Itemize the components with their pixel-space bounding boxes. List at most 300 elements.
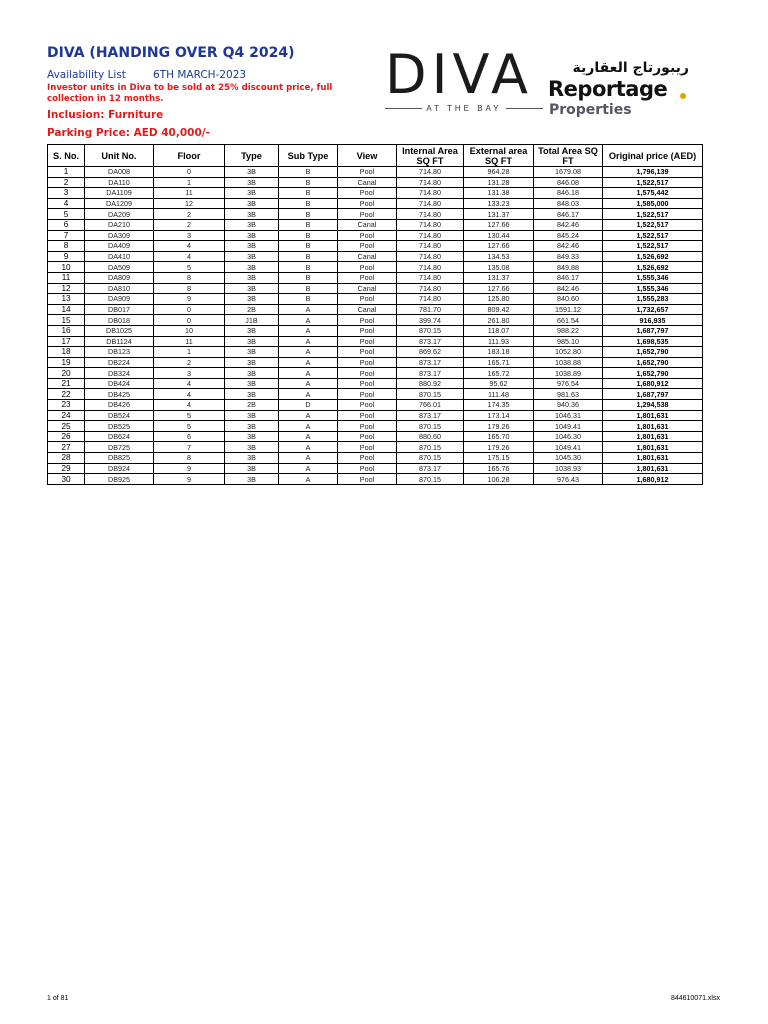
table-cell: B: [279, 241, 338, 252]
column-header: Floor: [154, 145, 225, 167]
table-row: [48, 177, 703, 188]
reportage-properties-text: Properties: [549, 102, 632, 118]
table-cell: DA210: [85, 219, 154, 230]
table-cell: 174.35: [464, 400, 534, 411]
table-cell: A: [279, 304, 338, 315]
table-cell: 781.70: [397, 304, 464, 315]
table-cell: Pool: [338, 272, 397, 283]
table-cell: 95.62: [464, 378, 534, 389]
table-cell: 2B: [225, 304, 279, 315]
table-cell: 1679.08: [534, 167, 603, 178]
table-cell: 1,585,000: [603, 198, 703, 209]
column-header: Total Area SQ FT: [534, 145, 603, 167]
table-cell: Pool: [338, 442, 397, 453]
table-cell: 7: [48, 230, 85, 241]
table-row: [48, 410, 703, 421]
table-cell: 1,652,790: [603, 368, 703, 379]
table-cell: 6: [48, 219, 85, 230]
table-cell: 12: [154, 198, 225, 209]
table-cell: 870.15: [397, 389, 464, 400]
table-cell: Pool: [338, 336, 397, 347]
table-row: [48, 421, 703, 432]
table-cell: DB1025: [85, 325, 154, 336]
table-cell: 11: [48, 272, 85, 283]
table-row: [48, 347, 703, 358]
table-cell: 165.71: [464, 357, 534, 368]
table-cell: A: [279, 357, 338, 368]
table-cell: 3: [154, 368, 225, 379]
table-cell: 714.80: [397, 198, 464, 209]
table-cell: 846.18: [534, 188, 603, 199]
table-cell: Pool: [338, 368, 397, 379]
table-cell: 873.17: [397, 463, 464, 474]
table-cell: 8: [48, 241, 85, 252]
table-cell: A: [279, 463, 338, 474]
table-cell: DB324: [85, 368, 154, 379]
table-cell: A: [279, 336, 338, 347]
table-cell: 16: [48, 325, 85, 336]
table-cell: 399.74: [397, 315, 464, 326]
table-cell: 940.36: [534, 400, 603, 411]
table-cell: 842.46: [534, 241, 603, 252]
table-cell: 1591.12: [534, 304, 603, 315]
table-cell: B: [279, 188, 338, 199]
table-cell: 1049.41: [534, 442, 603, 453]
table-cell: 873.17: [397, 368, 464, 379]
table-cell: 3B: [225, 294, 279, 305]
table-cell: 1,652,790: [603, 347, 703, 358]
table-cell: 1046.31: [534, 410, 603, 421]
table-cell: 133.23: [464, 198, 534, 209]
table-row: [48, 336, 703, 347]
table-cell: B: [279, 283, 338, 294]
table-cell: 13: [48, 294, 85, 305]
diva-tagline-text: AT THE BAY: [426, 104, 502, 113]
table-cell: 1,680,912: [603, 378, 703, 389]
table-cell: 3B: [225, 378, 279, 389]
table-cell: 1049.41: [534, 421, 603, 432]
table-row: [48, 262, 703, 273]
table-cell: 3B: [225, 463, 279, 474]
table-cell: 1,652,790: [603, 357, 703, 368]
table-row: [48, 198, 703, 209]
table-cell: 9: [154, 474, 225, 485]
column-header: Original price (AED): [603, 145, 703, 167]
table-cell: 714.80: [397, 209, 464, 220]
table-cell: 1,522,517: [603, 219, 703, 230]
reportage-logo: [548, 60, 693, 122]
table-cell: 714.80: [397, 251, 464, 262]
table-cell: J1B: [225, 315, 279, 326]
table-cell: DA110: [85, 177, 154, 188]
table-cell: 3B: [225, 177, 279, 188]
table-row: [48, 283, 703, 294]
table-cell: DA509: [85, 262, 154, 273]
reportage-wordmark: Reportage: [548, 77, 668, 101]
table-cell: 2: [154, 209, 225, 220]
table-cell: 111.93: [464, 336, 534, 347]
table-cell: Pool: [338, 325, 397, 336]
table-cell: Pool: [338, 378, 397, 389]
table-cell: 3B: [225, 167, 279, 178]
reportage-arabic-text: ريبورتاج العقارية: [572, 60, 689, 76]
table-cell: DB1124: [85, 336, 154, 347]
column-header: Sub Type: [279, 145, 338, 167]
table-cell: 3B: [225, 389, 279, 400]
table-cell: 7: [154, 442, 225, 453]
table-cell: B: [279, 209, 338, 220]
table-row: [48, 400, 703, 411]
table-cell: 1,522,517: [603, 230, 703, 241]
table-cell: 1,732,657: [603, 304, 703, 315]
table-cell: 26: [48, 431, 85, 442]
table-cell: 1: [48, 167, 85, 178]
table-cell: Canal: [338, 251, 397, 262]
table-cell: 10: [48, 262, 85, 273]
table-cell: 179.26: [464, 421, 534, 432]
table-cell: Pool: [338, 315, 397, 326]
table-cell: 9: [154, 463, 225, 474]
table-cell: Pool: [338, 463, 397, 474]
column-header: View: [338, 145, 397, 167]
reportage-dot-icon: [680, 93, 686, 99]
table-cell: 25: [48, 421, 85, 432]
table-cell: 125.80: [464, 294, 534, 305]
table-cell: 5: [154, 262, 225, 273]
table-cell: 1038.88: [534, 357, 603, 368]
diva-logo-tagline: [385, 104, 543, 113]
table-cell: B: [279, 251, 338, 262]
table-cell: 714.80: [397, 262, 464, 273]
table-cell: A: [279, 347, 338, 358]
table-cell: 8: [154, 272, 225, 283]
table-row: [48, 463, 703, 474]
table-cell: Pool: [338, 209, 397, 220]
table-row: [48, 219, 703, 230]
table-cell: 1045.30: [534, 453, 603, 464]
table-cell: 1052.80: [534, 347, 603, 358]
table-cell: A: [279, 325, 338, 336]
table-cell: 714.80: [397, 188, 464, 199]
table-body: [48, 167, 703, 485]
diva-logo-wordmark: DIVA: [385, 43, 533, 106]
table-cell: DB224: [85, 357, 154, 368]
table-cell: 714.80: [397, 177, 464, 188]
table-row: [48, 431, 703, 442]
table-cell: 5: [154, 421, 225, 432]
table-cell: A: [279, 378, 338, 389]
table-cell: DA309: [85, 230, 154, 241]
table-cell: 8: [154, 283, 225, 294]
table-cell: 1,801,631: [603, 421, 703, 432]
table-cell: 846.08: [534, 177, 603, 188]
table-cell: 14: [48, 304, 85, 315]
table-cell: 714.80: [397, 283, 464, 294]
table-cell: DA209: [85, 209, 154, 220]
table-cell: 4: [154, 400, 225, 411]
table-cell: A: [279, 368, 338, 379]
column-header: External area SQ FT: [464, 145, 534, 167]
table-row: [48, 474, 703, 485]
table-row: [48, 368, 703, 379]
table-cell: 714.80: [397, 167, 464, 178]
table-cell: Pool: [338, 453, 397, 464]
table-cell: 165.72: [464, 368, 534, 379]
table-cell: 714.80: [397, 241, 464, 252]
table-cell: Pool: [338, 400, 397, 411]
table-cell: 1,801,631: [603, 463, 703, 474]
table-row: [48, 294, 703, 305]
table-cell: 1,526,692: [603, 262, 703, 273]
table-cell: 1: [154, 347, 225, 358]
table-cell: 0: [154, 315, 225, 326]
table-row: [48, 389, 703, 400]
table-cell: 5: [154, 410, 225, 421]
table-cell: 1,575,442: [603, 188, 703, 199]
table-cell: 3B: [225, 421, 279, 432]
table-cell: 3B: [225, 442, 279, 453]
availability-label: Availability List: [47, 69, 126, 81]
table-cell: Pool: [338, 262, 397, 273]
table-cell: A: [279, 431, 338, 442]
table-cell: 870.15: [397, 453, 464, 464]
table-cell: 1046.30: [534, 431, 603, 442]
table-cell: 1,555,283: [603, 294, 703, 305]
table-cell: 870.15: [397, 325, 464, 336]
table-cell: 976.43: [534, 474, 603, 485]
table-cell: 2B: [225, 400, 279, 411]
table-cell: 3B: [225, 347, 279, 358]
table-cell: 3B: [225, 453, 279, 464]
table-cell: 19: [48, 357, 85, 368]
table-cell: 842.46: [534, 219, 603, 230]
table-cell: 23: [48, 400, 85, 411]
table-cell: 22: [48, 389, 85, 400]
table-cell: Pool: [338, 421, 397, 432]
table-cell: 1,801,631: [603, 442, 703, 453]
table-cell: 1,698,535: [603, 336, 703, 347]
table-cell: 1,522,517: [603, 209, 703, 220]
table-cell: 3B: [225, 219, 279, 230]
table-cell: 880.92: [397, 378, 464, 389]
table-cell: DB825: [85, 453, 154, 464]
table-cell: 134.53: [464, 251, 534, 262]
table-cell: 964.28: [464, 167, 534, 178]
table-cell: 12: [48, 283, 85, 294]
table-cell: Pool: [338, 389, 397, 400]
table-cell: 976.54: [534, 378, 603, 389]
table-cell: 9: [48, 251, 85, 262]
table-cell: DA410: [85, 251, 154, 262]
table-cell: 1,555,346: [603, 283, 703, 294]
table-cell: 175.15: [464, 453, 534, 464]
table-cell: DA810: [85, 283, 154, 294]
table-cell: 179.26: [464, 442, 534, 453]
table-cell: 30: [48, 474, 85, 485]
table-cell: 29: [48, 463, 85, 474]
table-cell: 849.88: [534, 262, 603, 273]
table-cell: A: [279, 453, 338, 464]
table-cell: 0: [154, 304, 225, 315]
table-cell: 3B: [225, 262, 279, 273]
table-cell: 981.63: [534, 389, 603, 400]
table-cell: 1,294,538: [603, 400, 703, 411]
table-cell: Pool: [338, 241, 397, 252]
table-cell: B: [279, 272, 338, 283]
table-cell: 28: [48, 453, 85, 464]
table-cell: 1,687,797: [603, 389, 703, 400]
table-cell: 3B: [225, 209, 279, 220]
table-cell: 846.17: [534, 209, 603, 220]
table-cell: 848.03: [534, 198, 603, 209]
table-cell: A: [279, 389, 338, 400]
table-row: [48, 315, 703, 326]
table-cell: B: [279, 167, 338, 178]
table-row: [48, 378, 703, 389]
table-cell: 1,687,797: [603, 325, 703, 336]
table-row: [48, 241, 703, 252]
page-title: DIVA (HANDING OVER Q4 2024): [47, 45, 295, 61]
table-cell: 4: [48, 198, 85, 209]
table-cell: DB424: [85, 378, 154, 389]
table-cell: DB524: [85, 410, 154, 421]
table-cell: 842.46: [534, 283, 603, 294]
table-cell: 870.15: [397, 474, 464, 485]
table-cell: 131.38: [464, 188, 534, 199]
table-cell: 714.80: [397, 219, 464, 230]
table-cell: 3: [48, 188, 85, 199]
column-header: Unit No.: [85, 145, 154, 167]
table-cell: D: [279, 400, 338, 411]
table-cell: DB525: [85, 421, 154, 432]
table-cell: 840.60: [534, 294, 603, 305]
table-cell: 5: [48, 209, 85, 220]
table-cell: 11: [154, 188, 225, 199]
table-cell: 261.80: [464, 315, 534, 326]
table-cell: B: [279, 262, 338, 273]
table-cell: 3: [154, 230, 225, 241]
table-cell: 3B: [225, 272, 279, 283]
table-cell: 1: [154, 177, 225, 188]
table-cell: B: [279, 294, 338, 305]
table-cell: 165.76: [464, 463, 534, 474]
table-cell: DA809: [85, 272, 154, 283]
table-cell: DA909: [85, 294, 154, 305]
table-cell: DB624: [85, 431, 154, 442]
table-cell: 131.28: [464, 177, 534, 188]
table-cell: 127.66: [464, 283, 534, 294]
table-cell: Canal: [338, 219, 397, 230]
table-row: [48, 167, 703, 178]
column-header: Type: [225, 145, 279, 167]
table-cell: Pool: [338, 474, 397, 485]
table-cell: 3B: [225, 283, 279, 294]
table-cell: 1,801,631: [603, 431, 703, 442]
table-cell: 846.17: [534, 272, 603, 283]
table-cell: 845.24: [534, 230, 603, 241]
table-cell: B: [279, 219, 338, 230]
table-row: [48, 325, 703, 336]
table-cell: DB425: [85, 389, 154, 400]
table-row: [48, 230, 703, 241]
table-cell: 3B: [225, 474, 279, 485]
table-cell: 988.22: [534, 325, 603, 336]
table-cell: 870.15: [397, 421, 464, 432]
table-cell: Pool: [338, 431, 397, 442]
table-cell: 3B: [225, 188, 279, 199]
table-cell: 3B: [225, 230, 279, 241]
table-cell: 17: [48, 336, 85, 347]
table-cell: Pool: [338, 357, 397, 368]
table-row: [48, 453, 703, 464]
table-cell: 661.54: [534, 315, 603, 326]
table-cell: 4: [154, 241, 225, 252]
table-cell: 870.15: [397, 442, 464, 453]
table-cell: B: [279, 230, 338, 241]
table-cell: DB123: [85, 347, 154, 358]
table-cell: 10: [154, 325, 225, 336]
table-cell: 11: [154, 336, 225, 347]
table-cell: 173.14: [464, 410, 534, 421]
file-name: 844610071.xlsx: [670, 995, 720, 1002]
table-cell: Pool: [338, 410, 397, 421]
table-cell: 873.17: [397, 336, 464, 347]
table-cell: Pool: [338, 198, 397, 209]
table-cell: DB426: [85, 400, 154, 411]
table-cell: 118.07: [464, 325, 534, 336]
table-cell: 131.37: [464, 272, 534, 283]
table-cell: B: [279, 198, 338, 209]
table-cell: DA409: [85, 241, 154, 252]
table-cell: 3B: [225, 336, 279, 347]
table-row: [48, 442, 703, 453]
table-cell: DB018: [85, 315, 154, 326]
table-cell: 849.33: [534, 251, 603, 262]
table-cell: 2: [154, 357, 225, 368]
table-header-row: [48, 145, 703, 167]
table-cell: 131.37: [464, 209, 534, 220]
table-row: [48, 188, 703, 199]
table-cell: 183.18: [464, 347, 534, 358]
table-cell: DB017: [85, 304, 154, 315]
table-row: [48, 304, 703, 315]
table-cell: Canal: [338, 304, 397, 315]
table-cell: 1,801,631: [603, 453, 703, 464]
table-cell: DA1209: [85, 198, 154, 209]
table-cell: 165.70: [464, 431, 534, 442]
table-cell: DB924: [85, 463, 154, 474]
table-cell: Pool: [338, 188, 397, 199]
table-row: [48, 251, 703, 262]
discount-notice: Investor units in Diva to be sold at 25% discount price, full collection in 12 months.: [47, 83, 333, 104]
table-cell: 8: [154, 453, 225, 464]
table-cell: 873.17: [397, 357, 464, 368]
table-cell: DA008: [85, 167, 154, 178]
table-row: [48, 272, 703, 283]
table-cell: 135.08: [464, 262, 534, 273]
column-header: S. No.: [48, 145, 85, 167]
table-cell: 3B: [225, 368, 279, 379]
table-cell: Canal: [338, 177, 397, 188]
table-cell: Canal: [338, 283, 397, 294]
table-cell: 106.28: [464, 474, 534, 485]
table-cell: A: [279, 474, 338, 485]
table-cell: DB725: [85, 442, 154, 453]
table-cell: Pool: [338, 230, 397, 241]
table-cell: 127.66: [464, 241, 534, 252]
table-cell: 18: [48, 347, 85, 358]
availability-table: [47, 144, 703, 485]
